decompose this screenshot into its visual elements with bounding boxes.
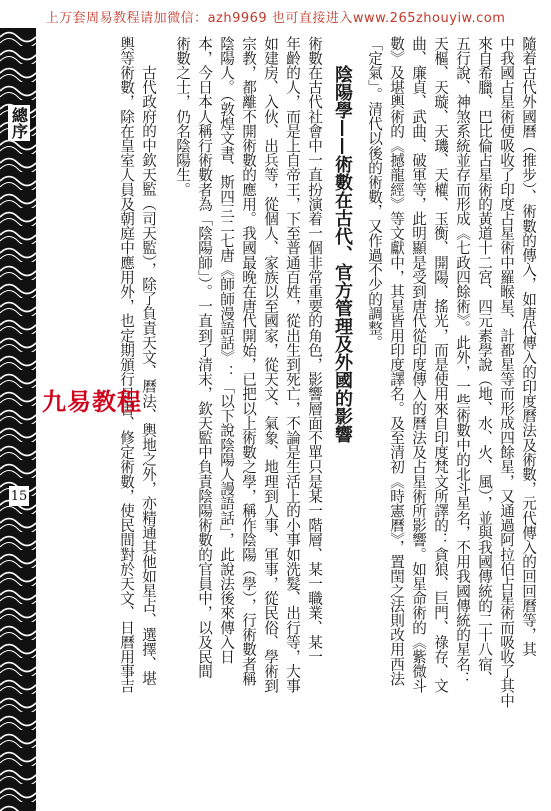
text-column: 術數之士，仍名陰陽生。: [174, 36, 191, 197]
text-column: 古代政府的中欽天監（司天監），除了負責天文、曆法、輿地之外，亦精通其他如星占、選擇、堪: [140, 65, 157, 686]
text-column: 五行說、神煞系統並存而形成《七政四餘術》。此外，一些術數中的北斗星名，不用我國傳統的星名：: [454, 36, 471, 686]
text-column: 術數在古代社會中一直扮演着一個非常重要的角色，影響層面不單只是某一階層、某一職業、某一: [306, 36, 323, 664]
text-column: 輿等術數，除在皇室人員及朝庭中應用外，也定期頒行日書、修定術數，使民間對於天文、日曆用事吉: [118, 36, 135, 693]
text-column: 曲、廉貞、武曲、破軍等，此明顯是受到唐代從印度傳入的曆法及占星術所影響。如星命術的《紫微斗: [410, 36, 427, 693]
page-number: 15: [9, 486, 29, 506]
wave-pattern-icon: [0, 28, 36, 811]
chapter-mark: 總序: [9, 107, 29, 139]
text-column: 「定氣」。清代以後的術數，又作過不少的調整。: [366, 36, 383, 350]
text-column: 陰陽人。（敦煌文書、斯四三二七唐《師師漫語話》：「以下說陰陽人謾語話」，此說法後來傳入日: [218, 36, 235, 664]
text-column: 中我國占星術便吸收了印度占星術中羅睺星、計都星等而形成四餘星，又通過阿拉伯占星術而吸收了其中: [498, 36, 515, 708]
text-column: 年齡的人，而是上自帝王，下至普通百姓，從出生到死亡，不論是生活上的小事如洗髮、出行等，大事: [284, 36, 301, 693]
text-column: 如建房、入伙、出兵等，從個人、家族以至國家，從天文、氣象、地理到人事、軍事，從民俗、學術到: [262, 36, 279, 693]
red-watermark: 九易教程: [42, 388, 142, 416]
top-watermark: 上万套周易教程请加微信：azh9969 也可直接进入www.265zhouyiw.com: [45, 11, 506, 26]
text-column: 數》及堪輿術的《撼龍經》等文獻中，其星皆用印度譯名。及至清初《時憲曆》，置閏之法則改用西法: [388, 36, 405, 686]
text-column: 隨着古代外國曆（推步）、術數的傳入，如唐代傳入的印度曆法及術數，元代傳入的回回曆等，其: [520, 36, 537, 657]
decorative-border: [0, 28, 36, 811]
text-column: 來自希臘、巴比倫占星術的黃道十二宮、四元素學說（地、水、火、風），並與我國傳統的二十八宿、: [476, 36, 493, 686]
text-column: 本，今日本人稱行術數者為「陰陽師」）。一直到了清末，欽天監中負責陰陽術數的官員中，以及民間: [196, 36, 213, 679]
body-text: [60, 36, 542, 802]
section-heading: 陰陽學——術數在古代、官方管理及外國的影響: [332, 65, 353, 443]
text-column: 天樞、天璇、天璣、天權、玉衡、開陽、搖光，而是使用來自印度梵文所譯的：貪狼、巨門、祿存、文: [432, 36, 449, 693]
text-column: 宗教，都離不開術數的應用。我國最晚在唐代開始，已把以上術數之學，稱作陰陽（學），行術數者稱: [240, 36, 257, 686]
